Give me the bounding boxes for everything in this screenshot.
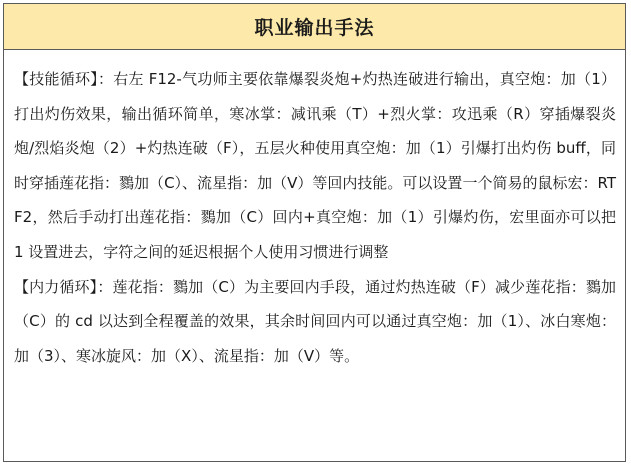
card-body: [4, 50, 625, 373]
skill-cycle-label: 【技能循环】: [14, 70, 98, 88]
content-card: [3, 3, 626, 462]
inner-power-cycle-text: ：莲花指：鷚加（C）为主要回内手段，通过灼热连破（F）减少莲花指：鷚加（C）的 cd 以达到全程覆盖的效果，其余时间回内可以通过真空炮：加（1）、冰白寒炮：加（3）、寒冰旋风：加（X）、流星指：加（V）等。: [14, 277, 616, 365]
inner-power-cycle-label: 【内力循环】: [14, 277, 98, 296]
card-header: [4, 4, 625, 50]
skill-cycle-text: ：右左 F12-气功师主要依靠爆裂炎炮+灼热连破进行输出，真空炮：加（1）打出灼伤效果，输出循环简单，寒冰掌：减讯乘（T）+烈火掌：攻迅乘（R）穿插爆裂炎炮/烈焰炎炮（2）+灼热连破（F），五层火种使用真空炮：加（1）引爆打出灼伤 buff，同时穿插莲花指：鷚加（C）、流星指：加（V）等回内技能。可以设置一个简易的鼠标宏：RTF2，然后手动打出莲花指：鷚加（C）回内+真空炮：加（1）引爆灼伤，宏里面亦可以把 1 设置进去，字符之间的延迟根据个人使用习惯进行调整: [14, 70, 616, 261]
inner-power-cycle-paragraph: [14, 270, 616, 374]
skill-cycle-paragraph: [14, 50, 616, 270]
page-title: 职业输出手法: [254, 17, 375, 39]
